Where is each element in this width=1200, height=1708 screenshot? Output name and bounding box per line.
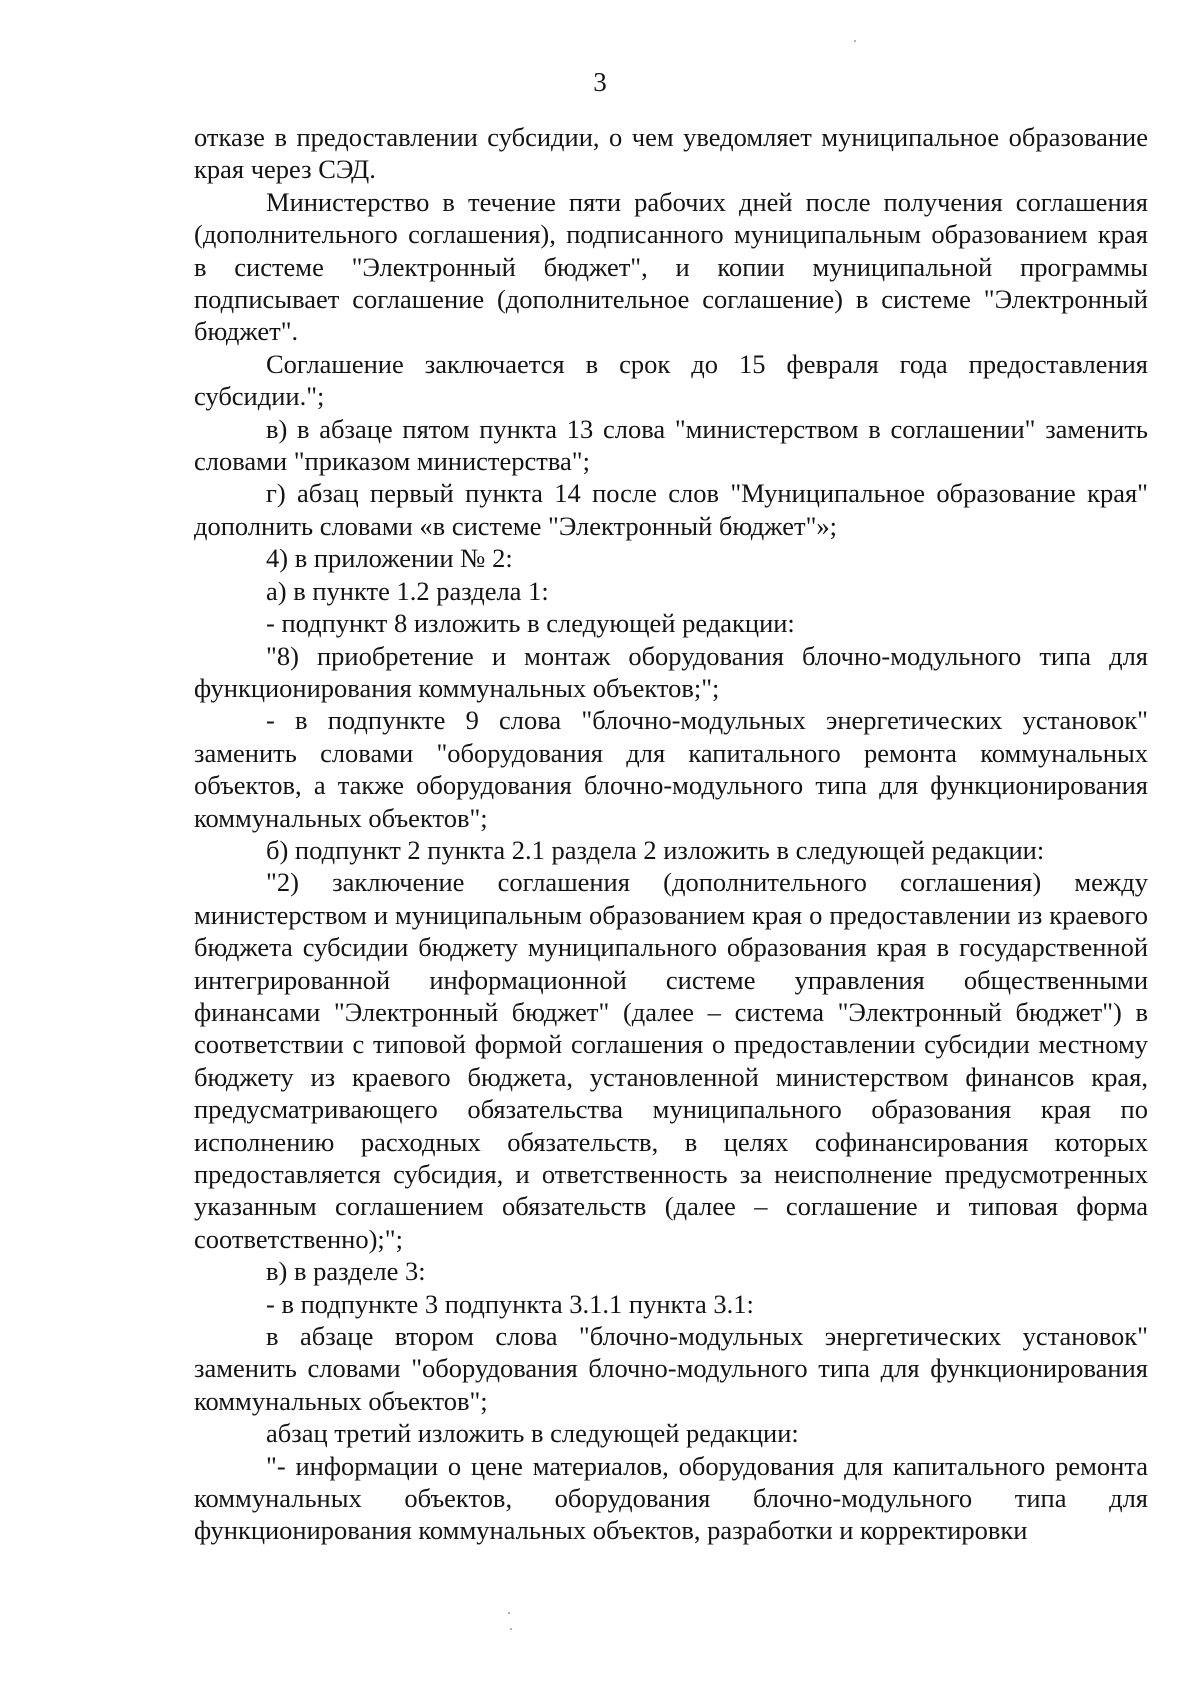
paragraph-17: "- информации о цене материалов, оборудования для капитального ремонта коммунальных объектов, оборудования блочно-модульного типа для функционирования коммунальных объектов, разработки и корректировки	[194, 1450, 1148, 1546]
scan-speck	[508, 1612, 510, 1614]
paragraph-9: "8) приобретение и монтаж оборудования блочно-модульного типа для функционирования коммунальных объектов;";	[194, 640, 1148, 703]
paragraph-5: г) абзац первый пункта 14 после слов "Муниципальное образование края" дополнить словами «в системе "Электронный бюджет"»;	[194, 478, 1148, 541]
paragraph-13: в) в разделе 3:	[266, 1256, 426, 1287]
paragraph-11: б) подпункт 2 пункта 2.1 раздела 2 изложить в следующей редакции:	[266, 834, 1045, 865]
paragraph-1: отказе в предоставлении субсидии, о чем уведомляет муниципальное образование края через СЭД.	[194, 122, 1148, 185]
scan-speck	[510, 1628, 512, 1630]
paragraph-6: 4) в приложении № 2:	[266, 543, 513, 574]
paragraph-2: Министерство в течение пяти рабочих дней после получения соглашения (дополнительного соглашения), подписанного муниципальным образованием края в системе "Электронный бюджет", и копии муниципальной программы подписывает соглашение (дополнительное соглашение) в системе "Электронный бюджет".	[194, 186, 1148, 347]
paragraph-16: абзац третий изложить в следующей редакции:	[266, 1418, 799, 1449]
page-number: 3	[593, 67, 607, 97]
paragraph-8: - подпункт 8 изложить в следующей редакции:	[266, 608, 795, 639]
paragraph-14: - в подпункте 3 подпункта 3.1.1 пункта 3.1:	[266, 1288, 754, 1319]
paragraph-4: в) в абзаце пятом пункта 13 слова "министерством в соглашении" заменить словами "приказом министерства";	[194, 413, 1148, 477]
scan-speck	[854, 40, 856, 42]
paragraph-15: в абзаце втором слова "блочно-модульных энергетических установок" заменить словами "оборудования блочно-модульного типа для функционирования коммунальных объектов";	[194, 1321, 1148, 1416]
paragraph-10: - в подпункте 9 слова "блочно-модульных энергетических установок" заменить словами "оборудования для капитального ремонта коммунальных объектов, а также оборудования блочно-модульного типа для функционирования коммунальных объектов";	[194, 705, 1148, 833]
paragraph-3: Соглашение заключается в срок до 15 февраля года предоставления субсидии.";	[194, 348, 1148, 412]
paragraph-12: "2) заключение соглашения (дополнительного соглашения) между министерством и муниципальным образованием края о предоставлении из краевого бюджета субсидии бюджету муниципального образования края в государственной интегрированной информационной системе управления общественными финансами "Электронный бюджет" (далее – система "Электронный бюджет") в соответствии с типовой формой соглашения о предоставлении субсидии местному бюджету из краевого бюджета, установленной министерством финансов края, предусматривающего обязательства муниципального образования края по исполнению расходных обязательств, в целях софинансирования которых предоставляется субсидия, и ответственность за неисполнение предусмотренных указанным соглашением обязательств (далее – соглашение и типовая форма соответственно);";	[194, 867, 1148, 1254]
paragraph-7: а) в пункте 1.2 раздела 1:	[266, 575, 549, 606]
document-body	[194, 121, 1148, 1547]
